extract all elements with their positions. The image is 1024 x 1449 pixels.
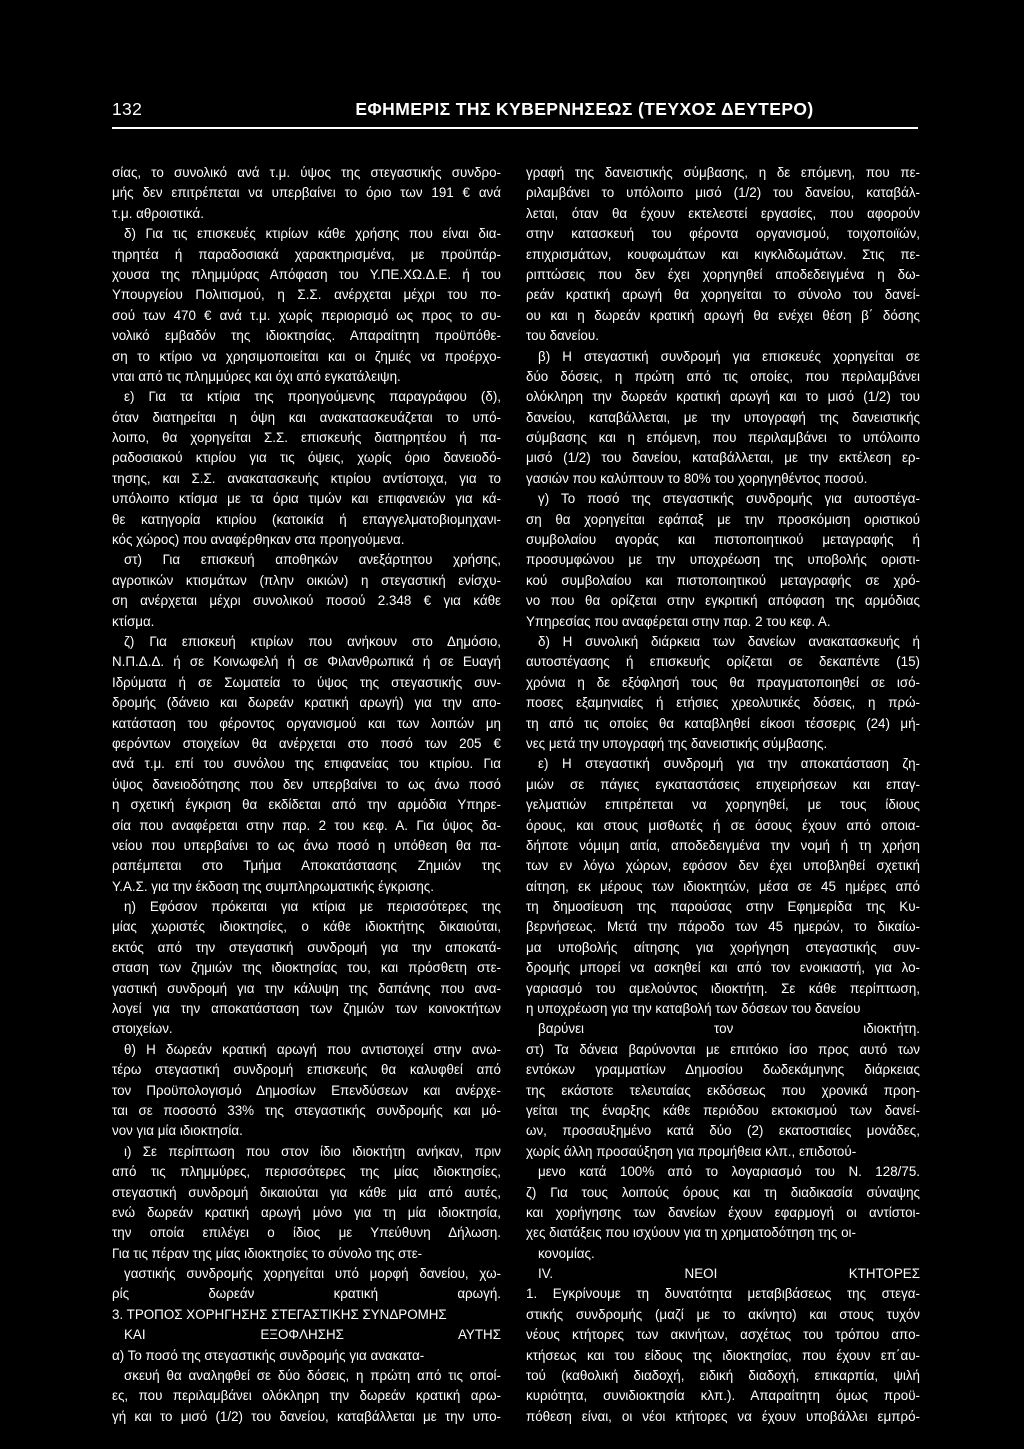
text-line: ενώ δωρεάν κρατική αρωγή μόνο για τη μία ιδιοκτησία, [112, 1204, 501, 1220]
text-line: συμβολαίου αγοράς και πιστοποιητικού μεταγραφής ή [526, 532, 920, 548]
text-line: κός χώρος) που αναφέρθηκαν στα προηγούμενα. [112, 532, 405, 548]
text-line: ριπτώσεις που δεν έχει χορηγηθεί αποδεδειγμένα η δω- [526, 266, 920, 282]
text-line: από τις πλημμύρες, περισσότερες της μίας ιδιοκτησίες, [112, 1164, 501, 1180]
text-line: ες, που περιλαμβάνει ολόκληρη την δωρεάν κρατική αρω- [112, 1388, 501, 1404]
text-line: ολόκληρη την δωρεάν κρατική αρωγή και το μισό (1/2) του [526, 389, 920, 405]
text-line: ση το κτίριο να χρησιμοποιείται και οι ζημιές να προέρχο- [112, 348, 501, 364]
text-line: τέρω στεγαστική συνδρομή επισκευής θα καλυφθεί από [112, 1062, 501, 1078]
text-line: προσυμφώνου με την υποχρέωση της υποβολής οριστι- [526, 552, 920, 568]
text-line: σία που αναφέρεται στην παρ. 2 του κεφ. Α. Για ύψος δα- [112, 817, 501, 833]
text-line: ται σε ποσοστό 33% της στεγαστικής συνδρομής και μό- [112, 1102, 501, 1118]
text-line: ση θα χορηγείται εφάπαξ με την προσκόμιση οριστικού [526, 511, 920, 527]
text-line: νείου που υπερβαίνει το ως άνω ποσό η υπόθεση θα πα- [112, 837, 501, 853]
text-line: στ) Για επισκευή αποθηκών ανεξάρτητου χρήσης, [124, 552, 501, 568]
text-line: λογεί για την αποκατάσταση των ζημιών των κοινοκτήτων [112, 1001, 501, 1017]
text-line: βερνήσεως. Μετά την πάροδο των 45 ημερών, το δικαίω- [526, 919, 920, 935]
text-line: επιχρισμάτων, κουφωμάτων και κιγκλιδωμάτων. Στις πε- [526, 246, 920, 262]
text-line: γείται της έναρξης κάθε περιόδου εκτοκισμού των δανεί- [526, 1102, 920, 1118]
text-line: μής δεν επιτρέπεται να υπερβαίνει το όριο των 191 € ανά [112, 185, 501, 201]
text-line: κατάσταση του φέροντος οργανισμού και των λοιπών μη [112, 715, 501, 731]
text-line: γασιών που καλύπτουν το 80% του χορηγηθέντος ποσού. [526, 470, 868, 486]
text-line: νέους κτήτορες των ακινήτων, ασχέτως του τρόπου απο- [526, 1327, 920, 1343]
text-line: βαρύνει τον ιδιοκτήτη. [538, 1021, 920, 1037]
text-line: του δανείου. [526, 328, 599, 344]
text-line: θ) Η δωρεάν κρατική αρωγή που αντιστοιχεί στην ανω- [124, 1041, 501, 1057]
text-line: τού (καθολική διαδοχή, ειδική διαδοχή, επικαρπία, ψιλή [526, 1368, 920, 1384]
text-line: μιών σε πάγιες εγκαταστάσεις επιχειρήσεων και επαγ- [526, 776, 920, 792]
text-line: στ) Τα δάνεια βαρύνονται με επιτόκιο ίσο προς αυτό των [526, 1041, 920, 1057]
text-line: IV. ΝΕΟΙ ΚΤΗΤΟΡΕΣ [538, 1266, 920, 1282]
text-line: γραφή της δανειστικής σύμβασης, η δε επόμενη, που πε- [526, 165, 920, 180]
text-line: εντόκων γραμματίων Δημοσίου δωδεκάμηνης διάρκειας [526, 1062, 920, 1078]
text-line: γή και το μισό (1/2) του δανείου, καταβάλλεται με την υπο- [112, 1408, 501, 1424]
text-line: χρόνια η δε εξόφλησή τους θα πραγματοποιηθεί σε ισό- [526, 674, 920, 690]
text-line: ρίς δωρεάν κρατική αρωγή. [112, 1286, 501, 1302]
text-line: υπόλοιπο κτίσμα με τα όρια τιμών και επιφανειών για κά- [112, 491, 501, 507]
left-text-column [112, 163, 501, 1427]
text-line: ων, προσαυξημένο κατά δύο (2) εκατοστιαίες μονάδες, [526, 1123, 920, 1139]
gazette-header-title: ΕΦΗΜΕΡΙΣ ΤΗΣ ΚΥΒΕΡΝΗΣΕΩΣ (ΤΕΥΧΟΣ ΔΕΥΤΕΡΟ) [355, 99, 814, 119]
text-line: Υπουργείου Πολιτισμού, η Σ.Σ. ανέρχεται μέχρι του πο- [112, 287, 501, 303]
text-line: δύο δόσεις, η πρώτη από τις οποίες, που περιλαμβάνει [526, 368, 920, 384]
text-line: νες μετά την υπογραφή της δανειστικής σύμβασης. [526, 735, 828, 751]
text-line: σίας, το συνολικό ανά τ.μ. ύψος της στεγαστικής συνδρο- [112, 165, 501, 180]
text-line: όταν διατηρείται η όψη και ανακατασκευάζεται το υπό- [112, 409, 501, 425]
text-line: τησης, και Σ.Σ. ανακατασκευής κτιρίου αντίστοιχα, για το [112, 470, 501, 486]
text-line: Υπηρεσίας που αναφέρεται στην παρ. 2 του κεφ. Α. [526, 613, 831, 629]
text-line: κού συμβολαίου και πιστοποιητικού μεταγραφής σε χρό- [526, 572, 920, 588]
text-line: δανείου, καταβάλλεται, με την υπογραφή της δανειστικής [526, 409, 920, 425]
text-line: αυτοστέγασης ή επισκευής ορίζεται σε δεκαπέντε (15) [526, 654, 920, 670]
text-line: γελματιών επιτρέπεται να χορηγηθεί, με τους ίδιους [526, 797, 920, 813]
text-line: 1. Εγκρίνουμε τη δυνατότητα μεταβιβάσεως της στεγα- [526, 1286, 920, 1302]
text-line: ε) Για τα κτίρια της προηγούμενης παραγράφου (δ), [124, 389, 501, 405]
text-line: γαστική συνδρομή για την κάλυψη της δαπάνης που ανα- [112, 980, 501, 996]
text-line: κυριότητα, συνιδιοκτησία κλπ.). Απαραίτητη όμως προϋ- [526, 1388, 920, 1404]
text-line: δ) Η συνολική διάρκεια των δανείων ανακατασκευής ή [538, 633, 920, 649]
text-line: Υ.Α.Σ. για την έκδοση της συμπληρωματικής έγκρισης. [112, 878, 434, 894]
text-line: δ) Για τις επισκευές κτιρίων κάθε χρήσης που είναι δια- [124, 226, 501, 242]
text-line: ποσες εξαμηνιαίες ή ετήσιες χρεολυτικές δόσεις, η πρώ- [526, 695, 920, 711]
text-line: νται από τις πλημμύρες και όχι από εγκατάλειψη. [112, 368, 401, 384]
text-line: μενο κατά 100% από το λογαριασμό του Ν. 128/75. [538, 1164, 920, 1180]
text-line: λοιπο, θα χορηγείται Σ.Σ. επισκευής διατηρητέου ή πα- [112, 430, 501, 446]
text-line: στην κατασκευή του φέροντα οργανισμού, τοιχοποιϊών, [526, 226, 920, 242]
text-line: όρους, και στους μισθωτές ή σε όσους έχουν από οποια- [526, 817, 920, 833]
text-line: 3. ΤΡΟΠΟΣ ΧΟΡΗΓΗΣΗΣ ΣΤΕΓΑΣΤΙΚΗΣ ΣΥΝΔΡΟΜΗΣ [112, 1306, 447, 1322]
text-line: τηρητέα ή παραδοσιακά χαρακτηρισμένα, με προϋπάρ- [112, 246, 501, 262]
header-rule [112, 127, 918, 129]
text-line: της εκάστοτε τελευταίας εκδόσεως που χρονικά προη- [526, 1082, 920, 1098]
text-line: σού των 470 € ανά τ.μ. χωρίς περιορισμό ως προς το συ- [112, 307, 501, 323]
text-line: Ν.Π.Δ.Δ. ή σε Κοινωφελή ή σε Φιλανθρωπικά ή σε Ευαγή [112, 654, 501, 670]
text-line: την οποία επιλέγει ο ίδιος με Υπεύθυνη Δήλωση. [112, 1225, 501, 1241]
text-line: β) Η στεγαστική συνδρομή για επισκευές χορηγείται σε [538, 348, 920, 364]
text-line: δήποτε νόμιμη αιτία, αποδεδειγμένα την νομή ή τη χρήση [526, 837, 920, 853]
text-line: αγροτικών κτισμάτων (πλην οικιών) η στεγαστική ενίσχυ- [112, 572, 501, 588]
text-line: τον Προϋπολογισμό Δημοσίων Επενδύσεων και ανέρχε- [112, 1082, 501, 1098]
text-line: γ) Το ποσό της στεγαστικής συνδρομής για αυτοστέγα- [538, 491, 920, 507]
text-line: Ιδρύματα ή σε Σωματεία το ύψος της στεγαστικής συν- [112, 674, 501, 690]
text-line: χωρίς άλλη προσαύξηση για προμήθεια κλπ., επιδοτού- [526, 1143, 857, 1159]
text-line: γαστικής συνδρομής χορηγείται υπό μορφή δανείου, χω- [124, 1266, 501, 1282]
text-line: ανά τ.μ. επί του συνόλου της επιφανείας του κτιρίου. Για [112, 756, 501, 772]
text-line: στικής συνδρομής (μαζί με το ακίνητο) και στους τυχόν [526, 1306, 920, 1322]
text-line: σκευή θα αναληφθεί σε δύο δόσεις, η πρώτη από τις οποί- [124, 1368, 501, 1384]
text-line: θε κατηγορία κτιρίου (κατοικία ή επαγγελματοβιομηχανι- [112, 511, 501, 527]
text-line: νον για μία ιδιοκτησία. [112, 1123, 243, 1139]
text-line: η υποχρέωση για την καταβολή των δόσεων του δανείου [526, 1001, 861, 1017]
text-line: σταση των ζημιών της ιδιοκτησίας του, και πρόσθετη στε- [112, 960, 501, 976]
text-line: εκτός από την στεγαστική συνδρομή για την αποκατά- [112, 939, 501, 955]
text-line: ζ) Για τους λοιπούς όρους και τη διαδικασία σύναψης [526, 1184, 920, 1200]
text-line: μισό (1/2) του δανείου, καταβάλλεται, με την εκτέλεση ερ- [526, 450, 920, 466]
text-line: η) Εφόσον πρόκειται για κτίρια με περισσότερες της [124, 899, 501, 915]
text-line: μα υποβολής αίτησης για χορήγηση στεγαστικής συν- [526, 939, 920, 955]
text-line: δρομής μπορεί να ασκηθεί και από τον ενοικιαστή, για λο- [526, 960, 920, 976]
text-line: μίας χωριστές ιδιοκτησίες, ο κάθε ιδιοκτήτης δικαιούται, [112, 919, 501, 935]
text-line: πόθεση είναι, οι νέοι κτήτορες να έχουν υποβάλλει εμπρό- [526, 1408, 920, 1424]
text-line: ι) Σε περίπτωση που στον ίδιο ιδιοκτήτη ανήκαν, πριν [124, 1143, 501, 1159]
text-line: χουσα της πλημμύρας Απόφαση του Υ.ΠΕ.ΧΩ.Δ.Ε. ή του [112, 266, 501, 282]
text-line: ύψος δανειοδότησης που δεν υπερβαίνει το ως άνω ποσό [112, 776, 501, 792]
text-line: κονομίας. [538, 1245, 595, 1261]
text-line: των εν λόγω χώρων, εφόσον δεν έχει υποβληθεί σχετική [526, 858, 920, 874]
text-line: νο που θα ορίζεται στην εγκριτική απόφαση της αρμόδιας [526, 593, 920, 609]
text-line: τη δημοσίευση της παρούσας στην Εφημερίδα της Κυ- [526, 899, 920, 915]
text-line: στοιχείων. [112, 1021, 173, 1037]
text-line: α) Το ποσό της στεγαστικής συνδρομής για ανακατα- [112, 1347, 425, 1363]
text-line: λεται, όταν θα έχουν εκτελεστεί εργασίες, που αφορούν [526, 205, 920, 221]
text-line: ΚΑΙ ΕΞΟΦΛΗΣΗΣ ΑΥΤΗΣ [124, 1327, 501, 1343]
text-line: τ.μ. αθροιστικά. [112, 205, 204, 221]
text-line: γαριασμό του αμελούντος ιδιοκτήτη. Σε κάθε περίπτωση, [526, 980, 920, 996]
text-line: ραδοσιακού κτιρίου για τις όψεις, χωρίς όριο δανειοδό- [112, 450, 501, 466]
text-line: ριλαμβάνει το υπόλοιπο μισό (1/2) του δανείου, καταβάλ- [526, 185, 920, 201]
text-line: κτίσμα. [112, 613, 155, 629]
text-line: ζ) Για επισκευή κτιρίων που ανήκουν στο Δημόσιο, [124, 633, 501, 649]
text-line: χες διατάξεις που ισχύουν για τη χρηματοδότηση της οι- [526, 1225, 856, 1241]
page-header [112, 98, 918, 132]
page-number: 132 [112, 99, 143, 119]
text-line: δρομής (δάνειο και δωρεάν κρατική αρωγή) για την απο- [112, 695, 501, 711]
text-line: ρεάν κρατική αρωγή θα χορηγείται το σύνολο του δανεί- [526, 287, 920, 303]
text-line: αίτηση, εκ μέρους των ιδιοκτητών, μέσα σε 45 ημέρες από [526, 878, 920, 894]
text-line: σύμβασης και η επόμενη, που περιλαμβάνει το υπόλοιπο [526, 430, 920, 446]
text-line: ου και η δωρεάν κρατική αρωγή θα ενέχει θέση β΄ δόσης [526, 307, 920, 323]
text-line: τη από τις οποίες θα καταβληθεί είκοσι τέσσερις (24) μή- [526, 715, 920, 731]
text-line: νολικό εμβαδόν της ιδιοκτησίας. Απαραίτητη προϋπόθε- [112, 328, 501, 344]
text-line: η σχετική έγκριση θα εκδίδεται από την αρμόδια Υπηρε- [112, 797, 501, 813]
text-line: Για τις πέραν της μίας ιδιοκτησίες το σύνολο της στε- [112, 1245, 423, 1261]
text-line: ραπέμπεται στο Τμήμα Αποκατάστασης Ζημιών της [112, 858, 501, 874]
right-text-column [526, 163, 920, 1427]
text-line: φερόντων στοιχείων θα ανέρχεται στο ποσό των 205 € [112, 735, 501, 751]
text-line: και χορήγησης των δανείων έχουν εφαρμογή οι αντίστοι- [526, 1204, 920, 1220]
text-line: ση ανέρχεται μέχρι συνολικού ποσού 2.348 € για κάθε [112, 593, 501, 609]
text-line: ε) Η στεγαστική συνδρομή για την αποκατάσταση ζη- [538, 756, 920, 772]
text-line: στεγαστική συνδρομή δικαιούται για κάθε μία από αυτές, [112, 1184, 501, 1200]
text-line: κτήσεως και του είδους της ιδιοκτησίας, που έχουν επ΄αυ- [526, 1347, 920, 1363]
